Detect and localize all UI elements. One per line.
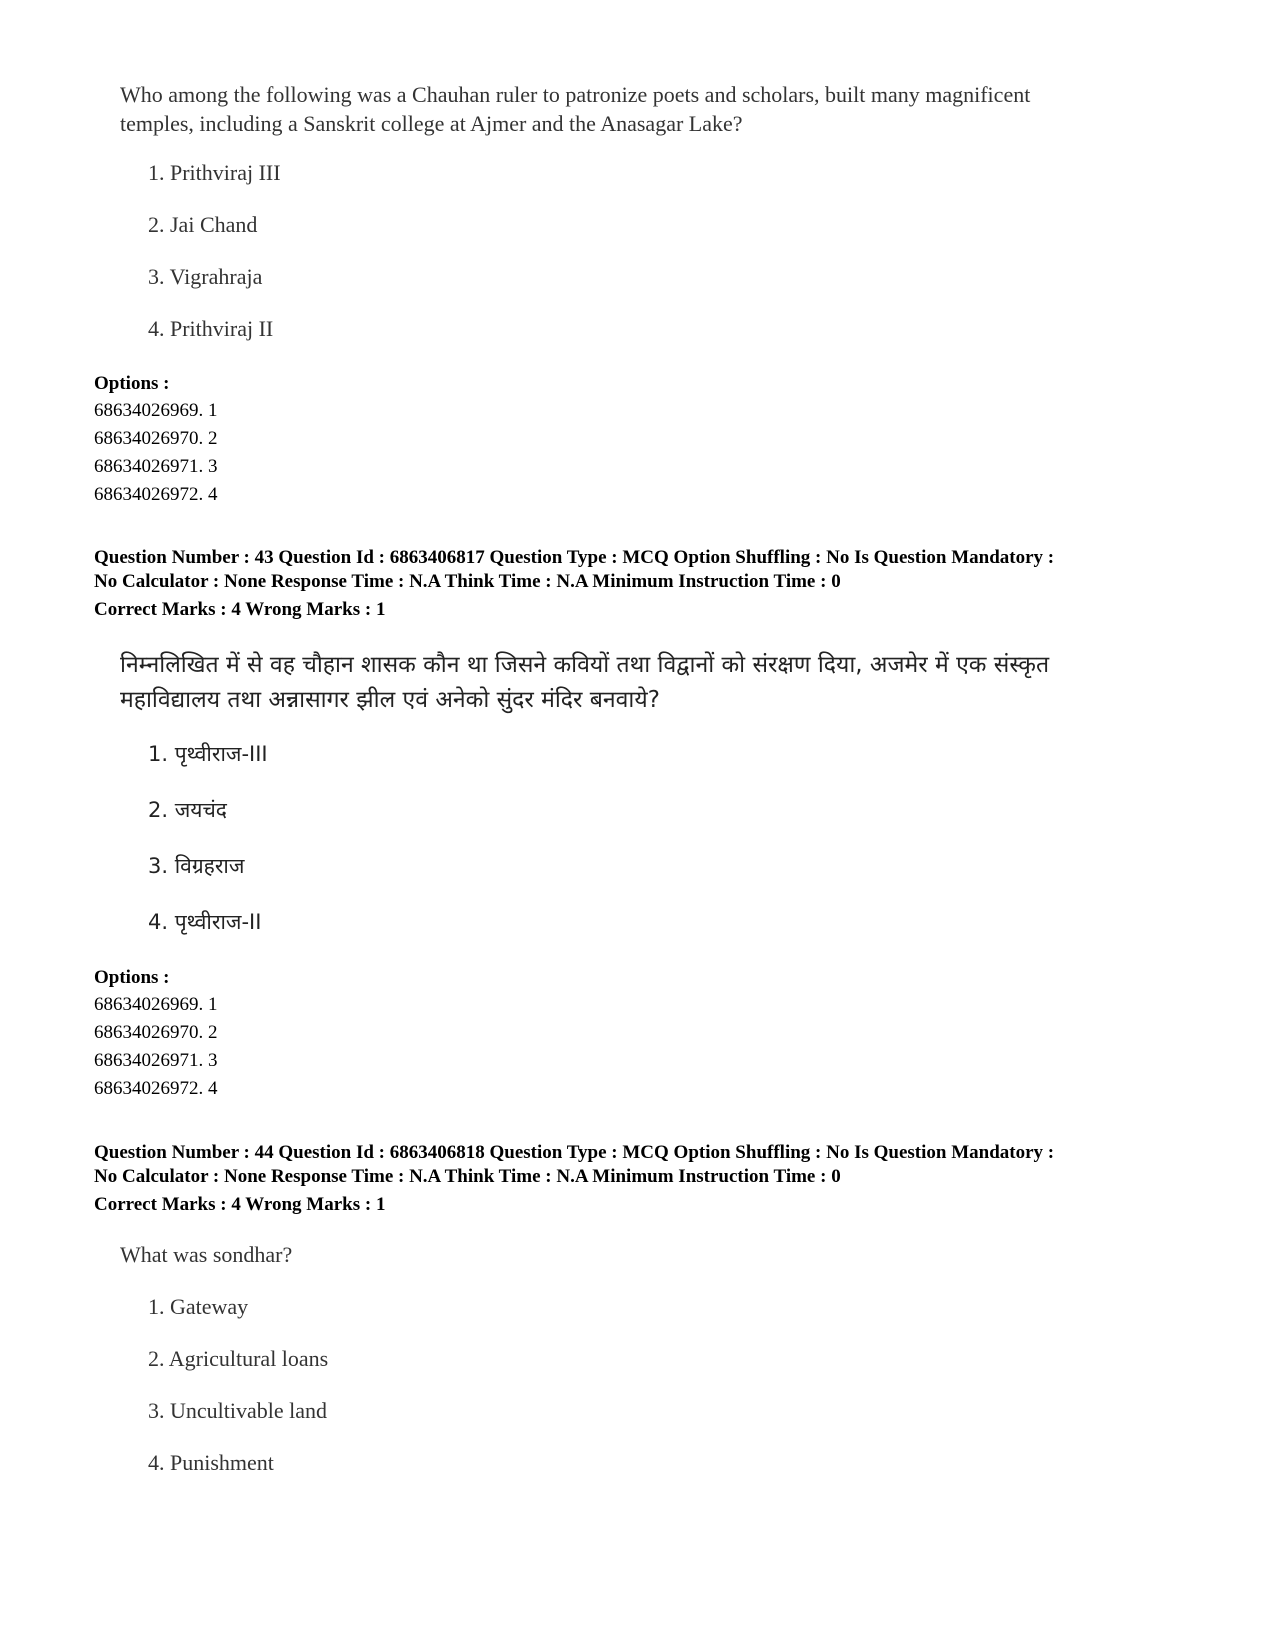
- answer-choice: 1. पृथ्वीराज-III: [148, 742, 268, 766]
- options-heading: Options :: [94, 967, 170, 988]
- option-id: 68634026972. 4: [94, 484, 218, 505]
- answer-choice: 2. Agricultural loans: [148, 1346, 329, 1371]
- question-text-line: What was sondhar?: [120, 1242, 293, 1267]
- question-marks: Correct Marks : 4 Wrong Marks : 1: [94, 599, 386, 620]
- question-meta-line: Question Number : 44 Question Id : 6863406818 Question Type : MCQ Option Shuffling : No Is Question Mandatory :: [94, 1142, 1055, 1163]
- answer-choice: 4. Prithviraj II: [148, 316, 274, 341]
- question-text: [120, 80, 1140, 138]
- question-meta-line: Question Number : 43 Question Id : 6863406817 Question Type : MCQ Option Shuffling : No Is Question Mandatory :: [94, 547, 1055, 568]
- answer-choice: 3. विग्रहराज: [148, 854, 245, 878]
- option-id: 68634026970. 2: [94, 1022, 218, 1043]
- option-id: 68634026971. 3: [94, 1050, 218, 1071]
- answer-choice: 3. Vigrahraja: [148, 264, 263, 289]
- question-text-line: निम्नलिखित में से वह चौहान शासक कौन था जिसने कवियों तथा विद्वानों को संरक्षण दिया, अजमेर में एक संस्कृत: [120, 652, 1050, 678]
- options-heading: Options :: [94, 373, 170, 394]
- answer-choice: 2. जयचंद: [148, 798, 227, 822]
- option-id: 68634026970. 2: [94, 428, 218, 449]
- answer-choice: 1. Gateway: [148, 1294, 249, 1319]
- answer-choice: 2. Jai Chand: [148, 212, 258, 237]
- question-marks: Correct Marks : 4 Wrong Marks : 1: [94, 1194, 386, 1215]
- question-meta-line: No Calculator : None Response Time : N.A Think Time : N.A Minimum Instruction Time : 0: [94, 1166, 841, 1187]
- question-text-line: महाविद्यालय तथा अन्नासागर झील एवं अनेको सुंदर मंदिर बनवाये?: [120, 687, 660, 713]
- answer-choice: 4. Punishment: [148, 1450, 274, 1475]
- option-id: 68634026972. 4: [94, 1078, 218, 1099]
- option-id: 68634026971. 3: [94, 456, 218, 477]
- answer-choice: 4. पृथ्वीराज-II: [148, 910, 262, 934]
- answer-choice: 3. Uncultivable land: [148, 1398, 328, 1423]
- question-text: [120, 648, 1140, 718]
- question-meta-line: No Calculator : None Response Time : N.A Think Time : N.A Minimum Instruction Time : 0: [94, 571, 841, 592]
- question-text-line: temples, including a Sanskrit college at Ajmer and the Anasagar Lake?: [120, 111, 743, 136]
- question-text: [120, 1240, 1140, 1269]
- question-text-line: Who among the following was a Chauhan ruler to patronize poets and scholars, built many magnificent: [120, 82, 1031, 107]
- option-id: 68634026969. 1: [94, 400, 218, 421]
- answer-choice: 1. Prithviraj III: [148, 160, 281, 185]
- option-id: 68634026969. 1: [94, 994, 218, 1015]
